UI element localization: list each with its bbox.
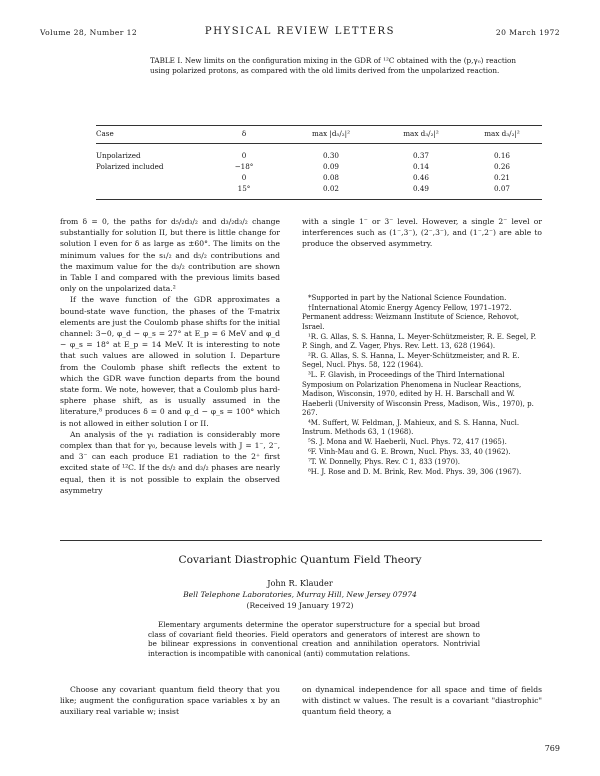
table-cell: 0.08 xyxy=(322,173,339,182)
table-rule-bottom xyxy=(96,199,542,200)
footnote: ⁴M. Suffert, W. Feldman, J. Mahieux, and S. S. Hanna, Nucl. Instrum. Methods 63, 1 (1968). xyxy=(302,418,520,437)
table-row xyxy=(96,184,542,196)
paragraph: An analysis of the γ₁ radiation is considerably more complex than that for γ₀, because levels with J = 1⁻, 2⁻, and 3⁻ can each produce E1 radiation to the 2⁺ first excited state of ¹²C. If the d₅/₂ and d₃/₂ phases are nearly equal, then it is not possible to explain the observed asymmetry xyxy=(60,429,280,495)
paragraph: If the wave function of the GDR approximates a bound-state wave function, the phases of the T-matrix elements are just the Coulomb phase shifts for the initial channel: 3−0, φ_d − φ_s = 27° at E_p = 6 MeV and φ_d − φ_s = 18° at E_p = 14 MeV. It is interesting to note that such values are allowed in solution I. Departure from the Coulomb phase shift reflects the extent to which the GDR wave function departs from the bound state form. We note, however, that a Coulomb plus hard-sphere phase shift, as is usually assumed in the literature,⁸ produces δ = 0 and φ_d − φ_s = 100° which is not allowed in either solution I or II. xyxy=(60,295,280,428)
article-abstract: Elementary arguments determine the operator superstructure for a special but broad class of covariant field theories. Field operators and generators of interest are shown to be bilinear expressions in conventional creation and annihilation operators. Nontrivial interaction is incompatible with canonical (anti) commutation relations. xyxy=(148,620,480,658)
header-date: 20 March 1972 xyxy=(495,28,560,37)
table-cell: 0.21 xyxy=(493,173,510,182)
table-cell: Polarized included xyxy=(96,162,164,171)
paragraph: with a single 1⁻ or 3⁻ level. However, a single 2⁻ level or interferences such as (1⁻,3⁻), (2⁻,3⁻), and (1⁻,2⁻) are able to produce the observed asymmetry. xyxy=(302,217,542,249)
footnotes xyxy=(302,294,542,477)
header-journal: PHYSICAL REVIEW LETTERS xyxy=(204,26,396,37)
footnote: ³L. F. Glavish, in Proceedings of the Third International Symposium on Polarization Phenomena in Nuclear Reactions, Madison, Wisconsin, 1970, edited by H. H. Barschall and W. Haeberli (University of Wisconsin Press, Madison, Wis., 1970), p. 267. xyxy=(302,371,534,418)
right-column xyxy=(302,216,542,250)
footnote: ⁶F. Vinh-Mau and G. E. Brown, Nucl. Phys. 33, 40 (1962). xyxy=(308,448,511,457)
header-volume: Volume 28, Number 12 xyxy=(40,28,138,37)
table-cell: 0.16 xyxy=(493,151,510,160)
footnote: †International Atomic Energy Agency Fellow, 1971–1972. Permanent address: Weizmann Institute of Science, Rehovot, Israel. xyxy=(302,303,519,331)
table-rule-mid xyxy=(96,143,542,144)
table-rule-top xyxy=(96,125,542,126)
table-cell: 0 xyxy=(241,151,247,160)
table-header-cell: max |d₅/₂|² xyxy=(312,129,350,138)
article-author: John R. Klauder xyxy=(267,578,333,588)
table-cell: 0.46 xyxy=(412,173,429,182)
table-cell: −18° xyxy=(234,162,254,171)
paragraph: Choose any covariant quantum field theory that you like; augment the configuration space variables x by an auxiliary real variable w; insist xyxy=(60,685,280,717)
table-cell: 0.09 xyxy=(322,162,339,171)
footnote: ⁷T. W. Donnelly, Phys. Rev. C 1, 833 (1970). xyxy=(308,457,461,466)
article-body-right xyxy=(302,684,542,718)
table-cell: 0 xyxy=(241,173,247,182)
table-cell: 0.37 xyxy=(412,151,429,160)
table-caption: TABLE I. New limits on the configuration mixing in the GDR of ¹²C obtained with the (p,γ₀) reaction using polarized protons, as compared with the old limits derived from the unpolarized reaction. xyxy=(150,56,516,75)
left-column xyxy=(60,216,280,496)
table-header-cell: max d₃/₂|² xyxy=(403,129,439,138)
footnote: *Supported in part by the National Science Foundation. xyxy=(308,294,507,302)
article-affiliation: Bell Telephone Laboratories, Murray Hill, New Jersey 07974 xyxy=(183,590,417,599)
footnote: ⁸H. J. Rose and D. M. Brink, Rev. Mod. Phys. 39, 306 (1967). xyxy=(308,467,522,476)
table-cell: 0.02 xyxy=(322,184,339,193)
table-cell: 0.26 xyxy=(493,162,510,171)
table-header-cell: Case xyxy=(96,129,114,138)
table-cell: 0.30 xyxy=(322,151,339,160)
table-cell: 0.07 xyxy=(493,184,510,193)
article-received: (Received 19 January 1972) xyxy=(246,601,354,610)
footnote: ¹R. G. Allas, S. S. Hanna, L. Meyer-Schützmeister, R. E. Segel, P. P. Singh, and Z. Vager, Phys. Rev. Lett. 13, 628 (1964). xyxy=(302,332,537,351)
table-cell: Unpolarized xyxy=(96,151,141,160)
section-divider xyxy=(60,540,542,541)
page-number: 769 xyxy=(544,744,560,753)
article-title: Covariant Diastrophic Quantum Field Theory xyxy=(178,554,422,566)
table-cell: 0.49 xyxy=(412,184,429,193)
table-cell: 0.14 xyxy=(412,162,429,171)
paragraph: from δ = 0, the paths for d₅/₂d₃/₂ and d₃/₂d₃/₂ change substantially for solution II, but there is little change for solution I even for δ as large as ±60°. The limits on the minimum values for the s₁/₂ and d₅/₂ contributions and the maximum value for the d₃/₂ contribution are shown in Table I and compared with the previous limits based only on the unpolarized data.² xyxy=(60,217,280,294)
table-header-cell: δ xyxy=(241,129,247,138)
table-cell: 15° xyxy=(237,184,251,193)
article-body-left xyxy=(60,684,280,718)
footnote: ⁵S. J. Mona and W. Haeberli, Nucl. Phys. 72, 417 (1965). xyxy=(308,438,507,447)
paragraph: on dynamical independence for all space and time of fields with distinct w values. The result is a covariant "diastrophic" quantum field theory, a xyxy=(302,685,542,717)
footnote: ²R. G. Allas, S. S. Hanna, L. Meyer-Schützmeister, and R. E. Segel, Nucl. Phys. 58, 122 (1964). xyxy=(302,351,520,370)
table-header-cell: max d₃/₂|² xyxy=(484,129,520,138)
